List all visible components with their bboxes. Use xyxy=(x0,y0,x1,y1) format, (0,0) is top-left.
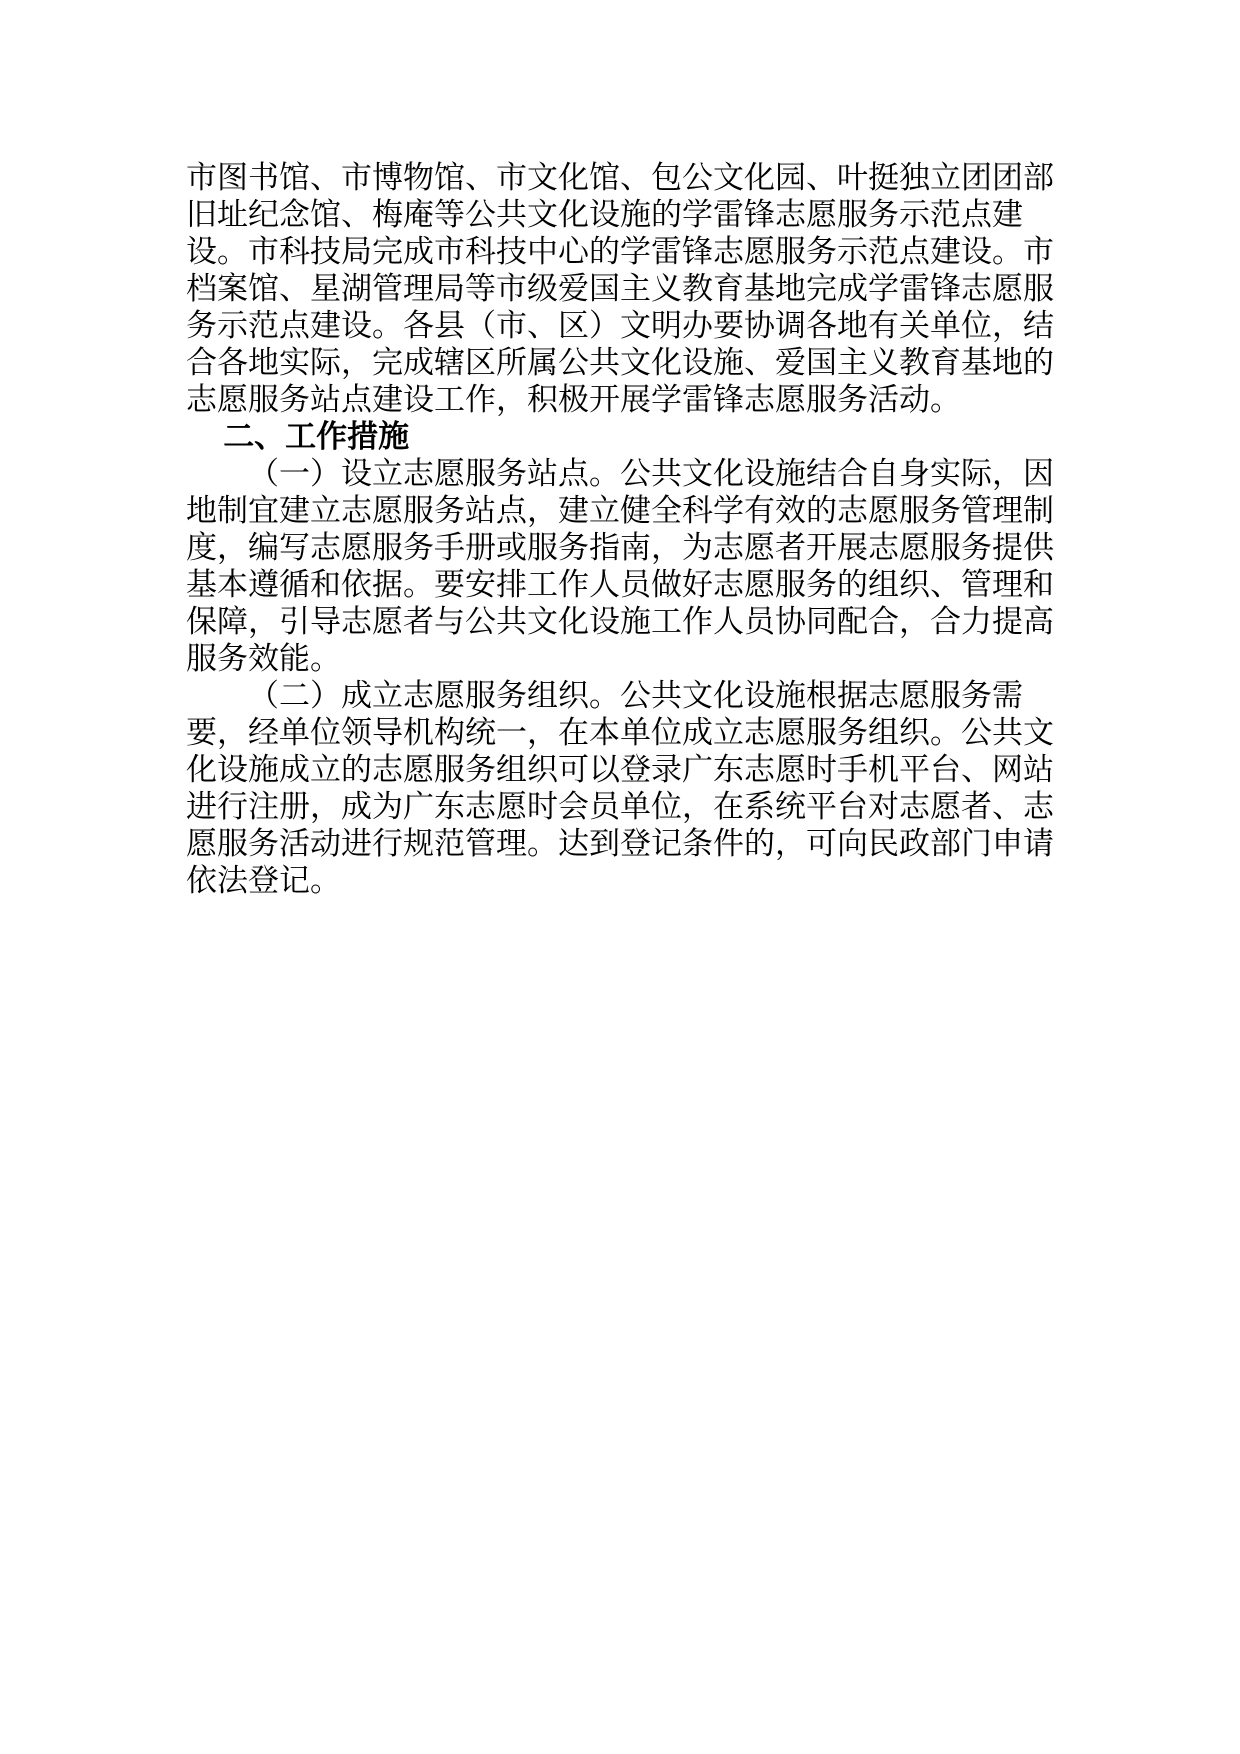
paragraph-2-1: （一）设立志愿服务站点。公共文化设施结合自身实际，因地制宜建立志愿服务站点，建立健全科学有效的志愿服务管理制度，编写志愿服务手册或服务指南，为志愿者开展志愿服务提供基本遵循和依据。要安排工作人员做好志愿服务的组织、管理和保障，引导志愿者与公共文化设施工作人员协同配合，合力提高服务效能。 xyxy=(186,456,1054,677)
paragraph-1: 市图书馆、市博物馆、市文化馆、包公文化园、叶挺独立团团部旧址纪念馆、梅庵等公共文化设施的学雷锋志愿服务示范点建设。市科技局完成市科技中心的学雷锋志愿服务示范点建设。市档案馆、星湖管理局等市级爱国主义教育基地完成学雷锋志愿服务示范点建设。各县（市、区）文明办要协调各地有关单位，结合各地实际，完成辖区所属公共文化设施、爱国主义教育基地的志愿服务站点建设工作，积极开展学雷锋志愿服务活动。 xyxy=(186,160,1054,418)
document-body xyxy=(186,160,1066,900)
section-heading-2: 二、工作措施 xyxy=(223,419,410,455)
paragraph-2-2: （二）成立志愿服务组织。公共文化设施根据志愿服务需要，经单位领导机构统一，在本单位成立志愿服务组织。公共文化设施成立的志愿服务组织可以登录广东志愿时手机平台、网站进行注册，成为广东志愿时会员单位，在系统平台对志愿者、志愿服务活动进行规范管理。达到登记条件的，可向民政部门申请依法登记。 xyxy=(186,678,1054,899)
